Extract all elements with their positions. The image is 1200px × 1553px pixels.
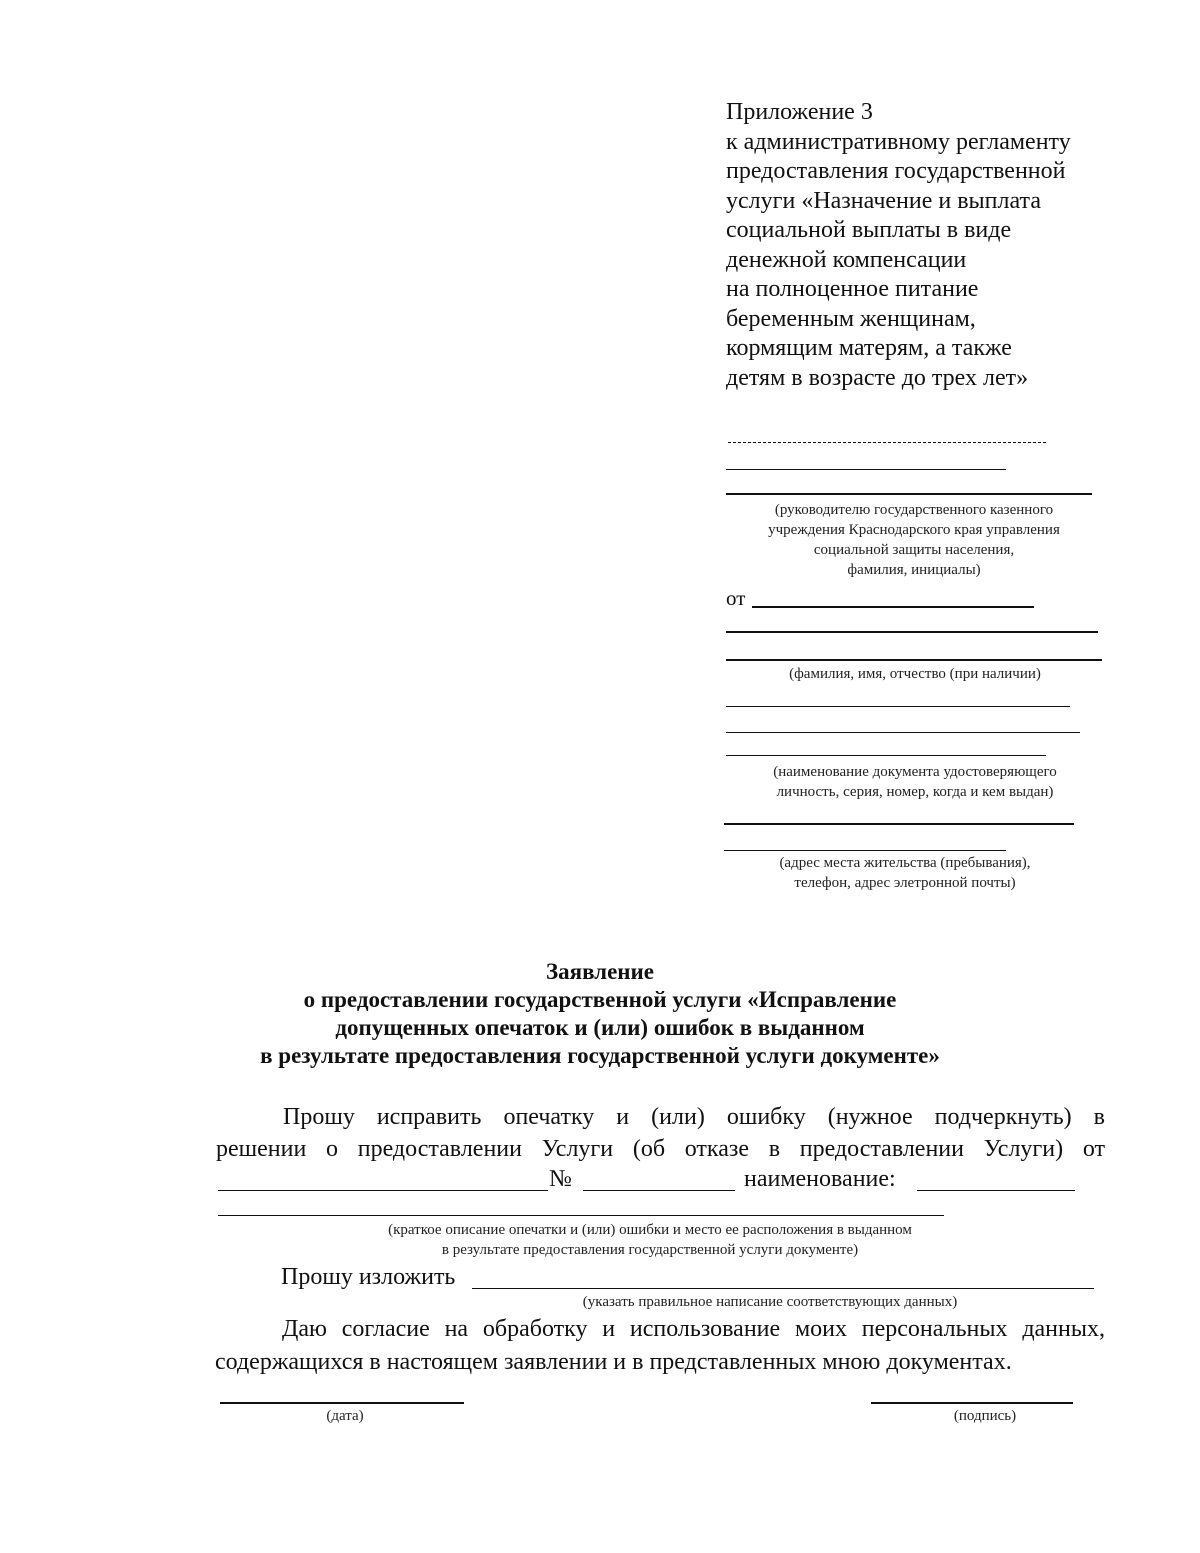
recipient-caption: (руководителю государственного казенного учреждения Краснодарского края управления социальной защиты населения, фамилия, инициалы)	[768, 502, 1060, 578]
title-line: о предоставлении государственной услуги «Исправление	[303, 987, 897, 1012]
restate-caption: (указать правильное написание соответствующих данных)	[582, 1294, 958, 1310]
appendix-line: услуги «Назначение и выплата	[726, 187, 1041, 214]
appendix-line: к административному регламенту	[726, 128, 1071, 155]
appendix-line: беременным женщинам,	[726, 305, 976, 332]
title-line: допущенных опечаток и (или) ошибок в выданном	[335, 1015, 865, 1040]
appendix-line: предоставления государственной	[726, 158, 1066, 184]
signature-caption: (подпись)	[953, 1408, 1017, 1424]
address-line[interactable]	[724, 823, 1074, 825]
restate-line[interactable]	[472, 1288, 1094, 1289]
request-line-1: Прошу исправить опечатку и (или) ошибку (нужное подчеркнуть) в	[283, 1104, 1105, 1130]
appendix-header	[726, 98, 1126, 393]
title-line: в результате предоставления государственной услуги документе»	[260, 1043, 940, 1068]
recipient-blank-line[interactable]	[726, 493, 1092, 495]
appendix-line: кормящим матерям, а также	[726, 335, 1012, 361]
address-line[interactable]	[724, 850, 1006, 851]
appendix-line: социальной выплаты в виде	[726, 217, 1012, 243]
appendix-line: денежной компенсации	[726, 246, 967, 273]
from-label: от	[726, 586, 746, 610]
decision-name-line[interactable]	[917, 1190, 1075, 1191]
appendix-line: детям в возрасте до трех лет»	[726, 364, 1029, 391]
document-line[interactable]	[726, 706, 1070, 707]
description-line[interactable]	[218, 1215, 944, 1216]
date-line[interactable]	[220, 1402, 464, 1404]
document-line[interactable]	[726, 755, 1046, 756]
from-name-line[interactable]	[726, 631, 1098, 633]
consent-line-1: Даю согласие на обработку и использование моих персональных данных,	[282, 1316, 1105, 1342]
recipient-blank-line[interactable]	[728, 442, 1046, 443]
decision-date-line[interactable]	[218, 1190, 548, 1191]
name-caption: (фамилия, имя, отчество (при наличии)	[789, 666, 1041, 682]
restate-label: Прошу изложить	[281, 1264, 456, 1290]
request-line-2: решении о предоставлении Услуги (об отказе в предоставлении Услуги) от	[216, 1136, 1105, 1162]
address-caption: (адрес места жительства (пребывания), телефон, адрес элетронной почты)	[779, 855, 1031, 891]
signature-line[interactable]	[871, 1402, 1073, 1404]
title-heading: Заявление	[545, 959, 655, 984]
description-caption: (краткое описание опечатки и (или) ошибки и место ее расположения в выданном в результате предоставления государственной услуги документе)	[388, 1222, 912, 1258]
number-label: №	[549, 1166, 572, 1192]
appendix-line: на полноценное питание	[726, 276, 979, 302]
from-name-line[interactable]	[752, 606, 1034, 608]
document-line[interactable]	[726, 732, 1080, 733]
appendix-line: Приложение 3	[726, 99, 873, 125]
recipient-blank-line[interactable]	[726, 469, 1006, 470]
document-title	[150, 958, 1050, 1070]
from-name-line[interactable]	[726, 659, 1102, 661]
name-label: наименование:	[744, 1166, 896, 1192]
document-caption: (наименование документа удостоверяющего личность, серия, номер, когда и кем выдан)	[773, 764, 1057, 800]
date-caption: (дата)	[326, 1408, 364, 1424]
decision-number-line[interactable]	[583, 1190, 735, 1191]
consent-line-2: содержащихся в настоящем заявлении и в представленных мною документах.	[215, 1349, 1012, 1375]
